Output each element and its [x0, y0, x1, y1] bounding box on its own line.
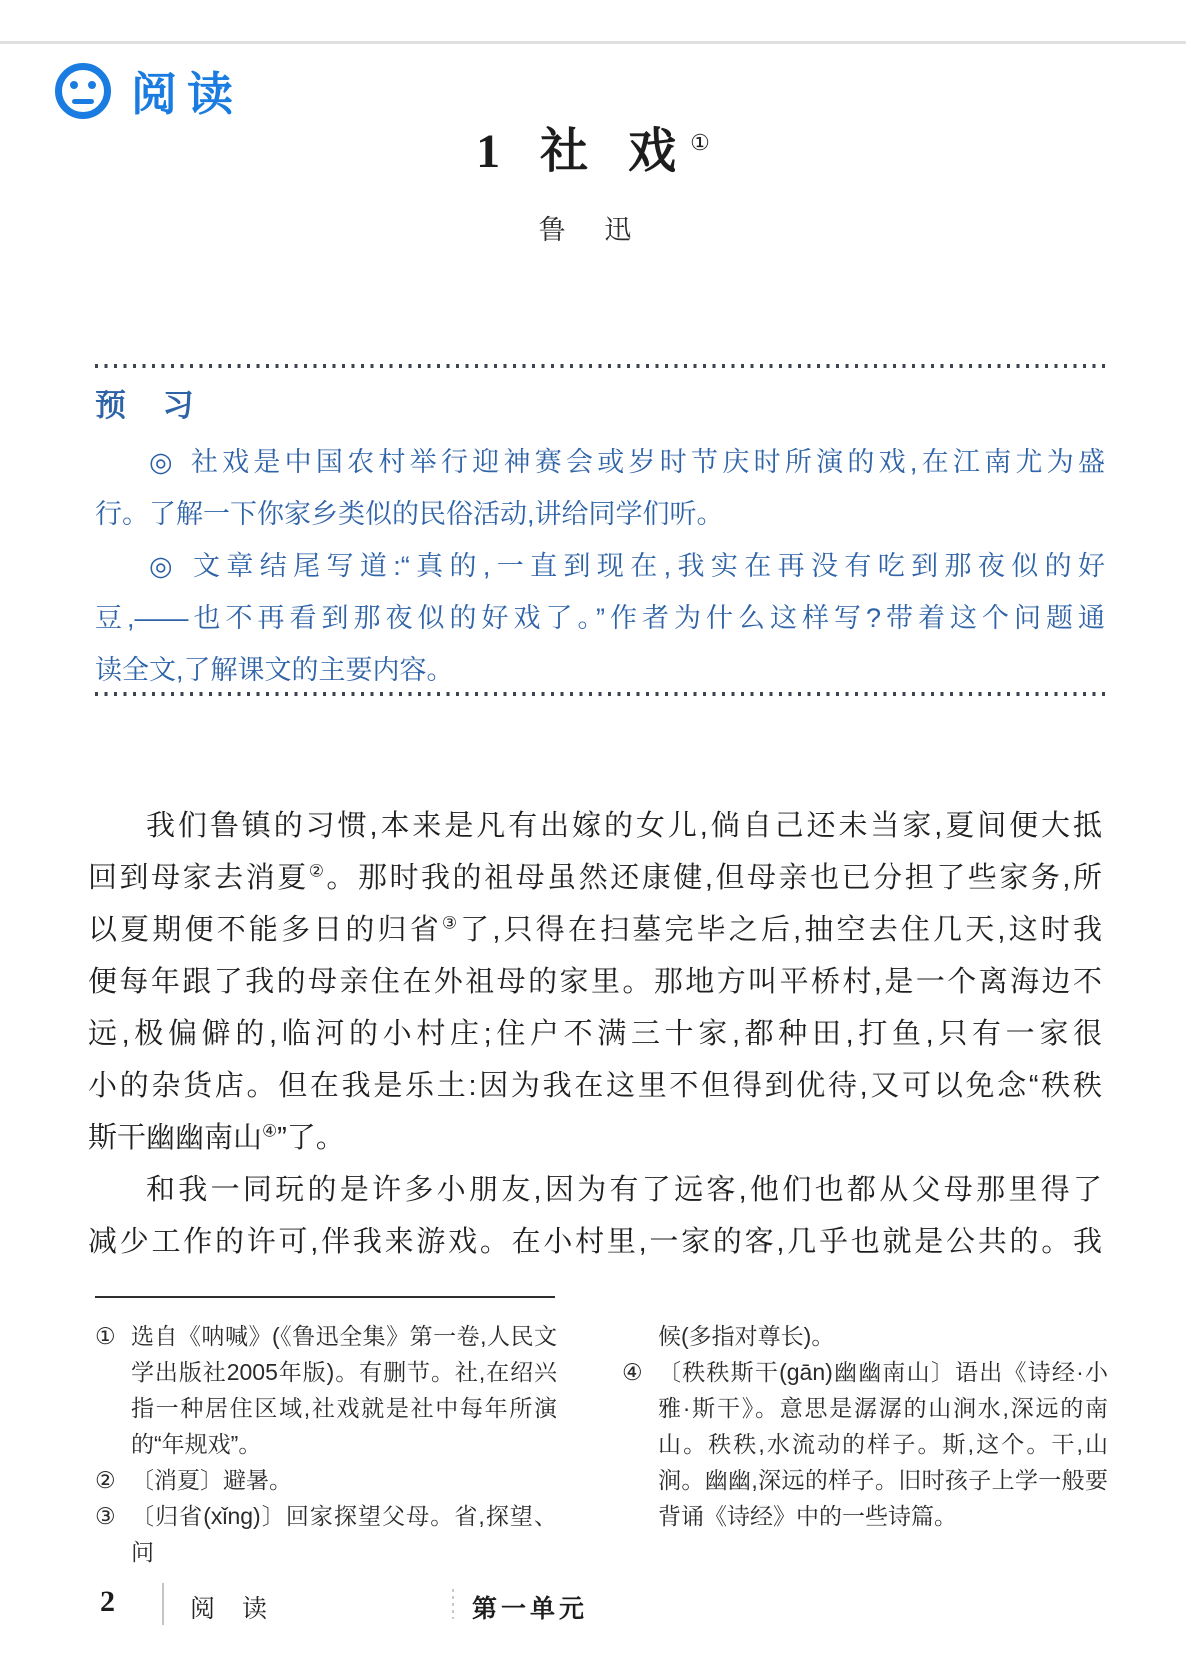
preview-section: [95, 436, 1105, 696]
preview-line: 行。了解一下你家乡类似的民俗活动,讲给同学们听。: [95, 499, 724, 529]
preview-line: [95, 436, 1105, 488]
footer-unit-divider: [452, 1589, 454, 1619]
dotted-divider-top: [95, 364, 1105, 368]
footnote-marker: ①: [95, 1323, 116, 1349]
body-line: 斯干幽幽南山④”了。: [88, 1121, 345, 1154]
lesson-body: [88, 800, 1102, 1268]
author-name: 鲁 迅: [538, 215, 648, 245]
section-brand-label: 阅读: [131, 68, 243, 120]
footnote-marker: ③: [95, 1503, 116, 1529]
footnotes-right-column: [622, 1318, 1108, 1534]
body-line: 小的杂货店。但在我是乐土:因为我在这里不但得到优待,又可以免念“秩秩: [88, 1070, 1102, 1102]
preview-line: 读全文,了解课文的主要内容。: [95, 655, 454, 685]
smiley-face-icon: [55, 63, 111, 119]
lesson-title-text: 社 戏: [540, 125, 691, 178]
body-line: 便每年跟了我的母亲住在外祖母的家里。那地方叫平桥村,是一个离海边不: [88, 966, 1102, 998]
title-footnote-ref: ①: [690, 130, 710, 155]
page-number: 2: [100, 1585, 115, 1618]
footnote-marker: ④: [622, 1359, 643, 1385]
footnotes-left-column: [95, 1318, 557, 1570]
footnote-item: [95, 1498, 557, 1570]
footnote-text: 〔秩秩斯干(gān)幽幽南山〕语出《诗经·小雅·斯干》。意思是潺潺的山涧水,深远的南山。秩秩,水流动的样子。斯,这个。干,山涧。幽幽,深远的样子。旧时孩子上学一般要背诵《诗经》中的一些诗篇。: [658, 1359, 1108, 1529]
footnote-marker: ②: [95, 1467, 116, 1493]
footnote-item: [95, 1462, 557, 1498]
footer-unit-label: 第一单元: [472, 1595, 589, 1623]
preview-line: 豆,——也不再看到那夜似的好戏了。”作者为什么这样写?带着这个问题通: [95, 603, 1105, 633]
body-line: 回到母家去消夏②。那时我的祖母虽然还康健,但母亲也已分担了些家务,所: [88, 861, 1102, 894]
bullet-marker-icon: ◎: [149, 447, 177, 477]
page-top-edge: [0, 41, 1186, 44]
footnote-continuation: 候(多指对尊长)。: [658, 1323, 835, 1349]
footer-divider: [162, 1583, 164, 1625]
body-line: 和我一同玩的是许多小朋友,因为有了远客,他们也都从父母那里得了: [146, 1174, 1102, 1206]
preview-line-text: 社戏是中国农村举行迎神赛会或岁时节庆时所演的戏,在江南尤为盛: [190, 447, 1105, 477]
dotted-divider-bottom: [95, 692, 1105, 696]
body-line: 减少工作的许可,伴我来游戏。在小村里,一家的客,几乎也就是公共的。我: [88, 1226, 1102, 1258]
body-line: 我们鲁镇的习惯,本来是凡有出嫁的女儿,倘自己还未当家,夏间便大抵: [146, 810, 1102, 842]
lesson-title: [0, 112, 1186, 181]
bullet-marker-icon: ◎: [149, 551, 179, 581]
body-line: 远,极偏僻的,临河的小村庄;住户不满三十家,都种田,打鱼,只有一家很: [88, 1018, 1102, 1050]
footnote-item: [622, 1354, 1108, 1534]
footnote-text: 〔消夏〕避暑。: [131, 1467, 292, 1493]
body-line: 以夏期便不能多日的归省③了,只得在扫墓完毕之后,抽空去住几天,这时我: [88, 913, 1102, 946]
preview-line-text: 文章结尾写道:“真的,一直到现在,我实在再没有吃到那夜似的好: [192, 551, 1105, 581]
footnote-text: 〔归省(xǐng)〕回家探望父母。省,探望、问: [131, 1503, 557, 1565]
preview-heading: 预 习: [95, 388, 208, 423]
lesson-number: 1: [476, 125, 515, 178]
footnote-item: [95, 1318, 557, 1462]
footnote-text: 选自《呐喊》(《鲁迅全集》第一卷,人民文学出版社2005年版)。有删节。社,在绍兴指一种居住区域,社戏就是社中每年所演的“年规戏”。: [131, 1323, 557, 1457]
preview-line: [95, 540, 1105, 592]
page-footer: [100, 1583, 1106, 1627]
footnote-separator-rule: [95, 1296, 555, 1298]
footer-section-label: 阅 读: [190, 1595, 277, 1623]
